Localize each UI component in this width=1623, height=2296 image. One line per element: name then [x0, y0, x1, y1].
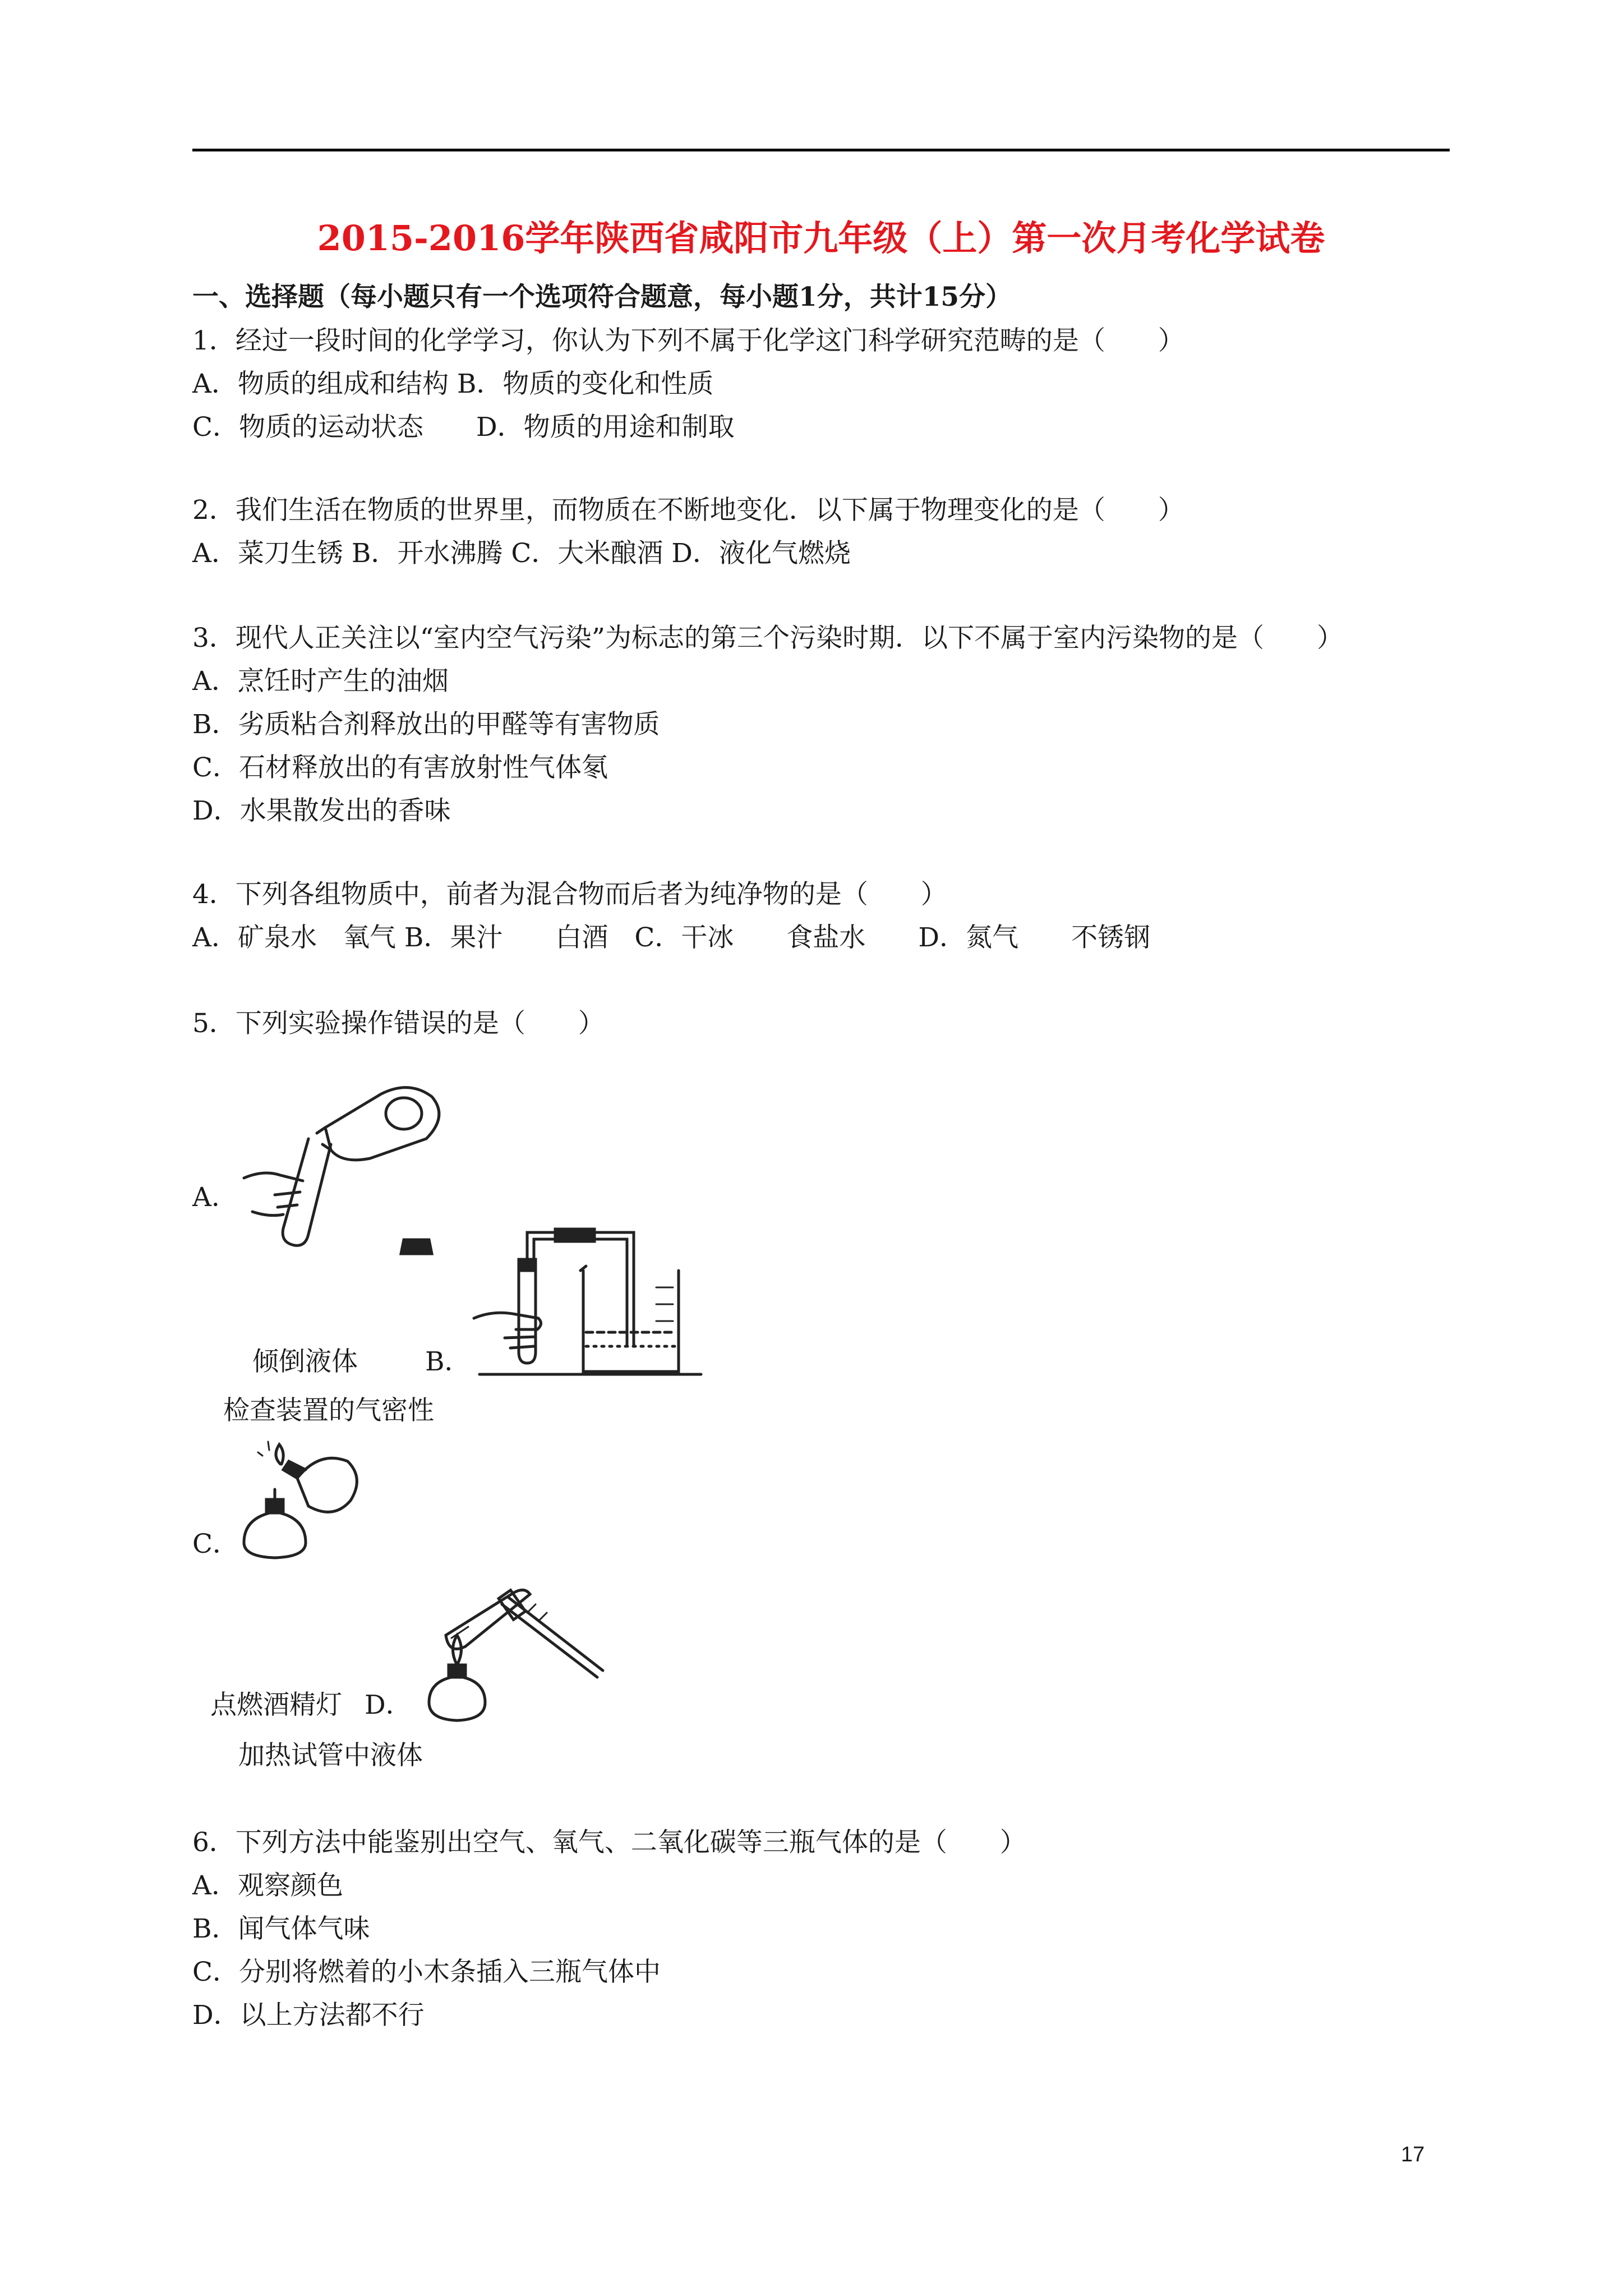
q4-options: A．矿泉水 氧气 B．果汁 白酒 C．干冰 食盐水 D．氮气 不锈钢 — [192, 922, 1151, 953]
figure-heating-test-tube — [423, 1582, 608, 1728]
q5-stem: 5．下列实验操作错误的是（ ） — [192, 1008, 605, 1039]
q3-option-a: A．烹饪时产生的油烟 — [192, 666, 449, 697]
figure-lighting-alcohol-lamp — [236, 1439, 365, 1565]
q5-label-b: B． — [425, 1346, 471, 1377]
q2-options: A．菜刀生锈 B．开水沸腾 C．大米酿酒 D．液化气燃烧 — [192, 538, 851, 569]
section-header: 一、选择题（每小题只有一个选项符合题意，每小题1分，共计15分） — [192, 282, 1012, 312]
q6-option-c: C．分别将燃着的小木条插入三瓶气体中 — [192, 1957, 661, 1987]
q5-label-a: A． — [192, 1182, 238, 1213]
q5-label-d: D． — [365, 1690, 412, 1720]
q1-stem: 1．经过一段时间的化学学习，你认为下列不属于化学这门科学研究范畴的是（ ） — [192, 325, 1184, 356]
q6-stem: 6．下列方法中能鉴别出空气、氧气、二氧化碳等三瓶气体的是（ ） — [192, 1827, 1026, 1858]
q5-caption-d: 加热试管中液体 — [238, 1740, 423, 1771]
q3-option-d: D．水果散发出的香味 — [192, 795, 451, 826]
exam-title: 2015-2016学年陕西省咸阳市九年级（上）第一次月考化学试卷 — [317, 218, 1325, 259]
header-rule — [192, 149, 1450, 151]
q6-option-b: B．闻气体气味 — [192, 1913, 370, 1944]
q3-option-b: B．劣质粘合剂释放出的甲醛等有害物质 — [192, 709, 660, 740]
q5-caption-a: 倾倒液体 — [252, 1346, 358, 1377]
figure-airtightness-check — [471, 1226, 707, 1380]
page-number: 17 — [1401, 2143, 1425, 2166]
figure-pouring-liquid — [241, 1060, 454, 1262]
q2-stem: 2．我们生活在物质的世界里，而物质在不断地变化．以下属于物理变化的是（ ） — [192, 495, 1184, 526]
q1-options-row1: A．物质的组成和结构 B．物质的变化和性质 — [192, 369, 714, 399]
q5-caption-b: 检查装置的气密性 — [223, 1395, 434, 1426]
q4-stem: 4．下列各组物质中，前者为混合物而后者为纯净物的是（ ） — [192, 879, 947, 910]
q1-options-row2: C．物质的运动状态 D．物质的用途和制取 — [192, 412, 735, 443]
q3-option-c: C．石材释放出的有害放射性气体氡 — [192, 752, 608, 783]
q6-option-a: A．观察颜色 — [192, 1870, 343, 1901]
q6-option-d: D．以上方法都不行 — [192, 2000, 425, 2031]
q3-stem: 3．现代人正关注以“室内空气污染”为标志的第三个污染时期．以下不属于室内污染物的是（ ） — [192, 623, 1343, 654]
q5-caption-c: 点燃酒精灯 — [210, 1690, 342, 1720]
q5-label-c: C． — [192, 1529, 239, 1559]
